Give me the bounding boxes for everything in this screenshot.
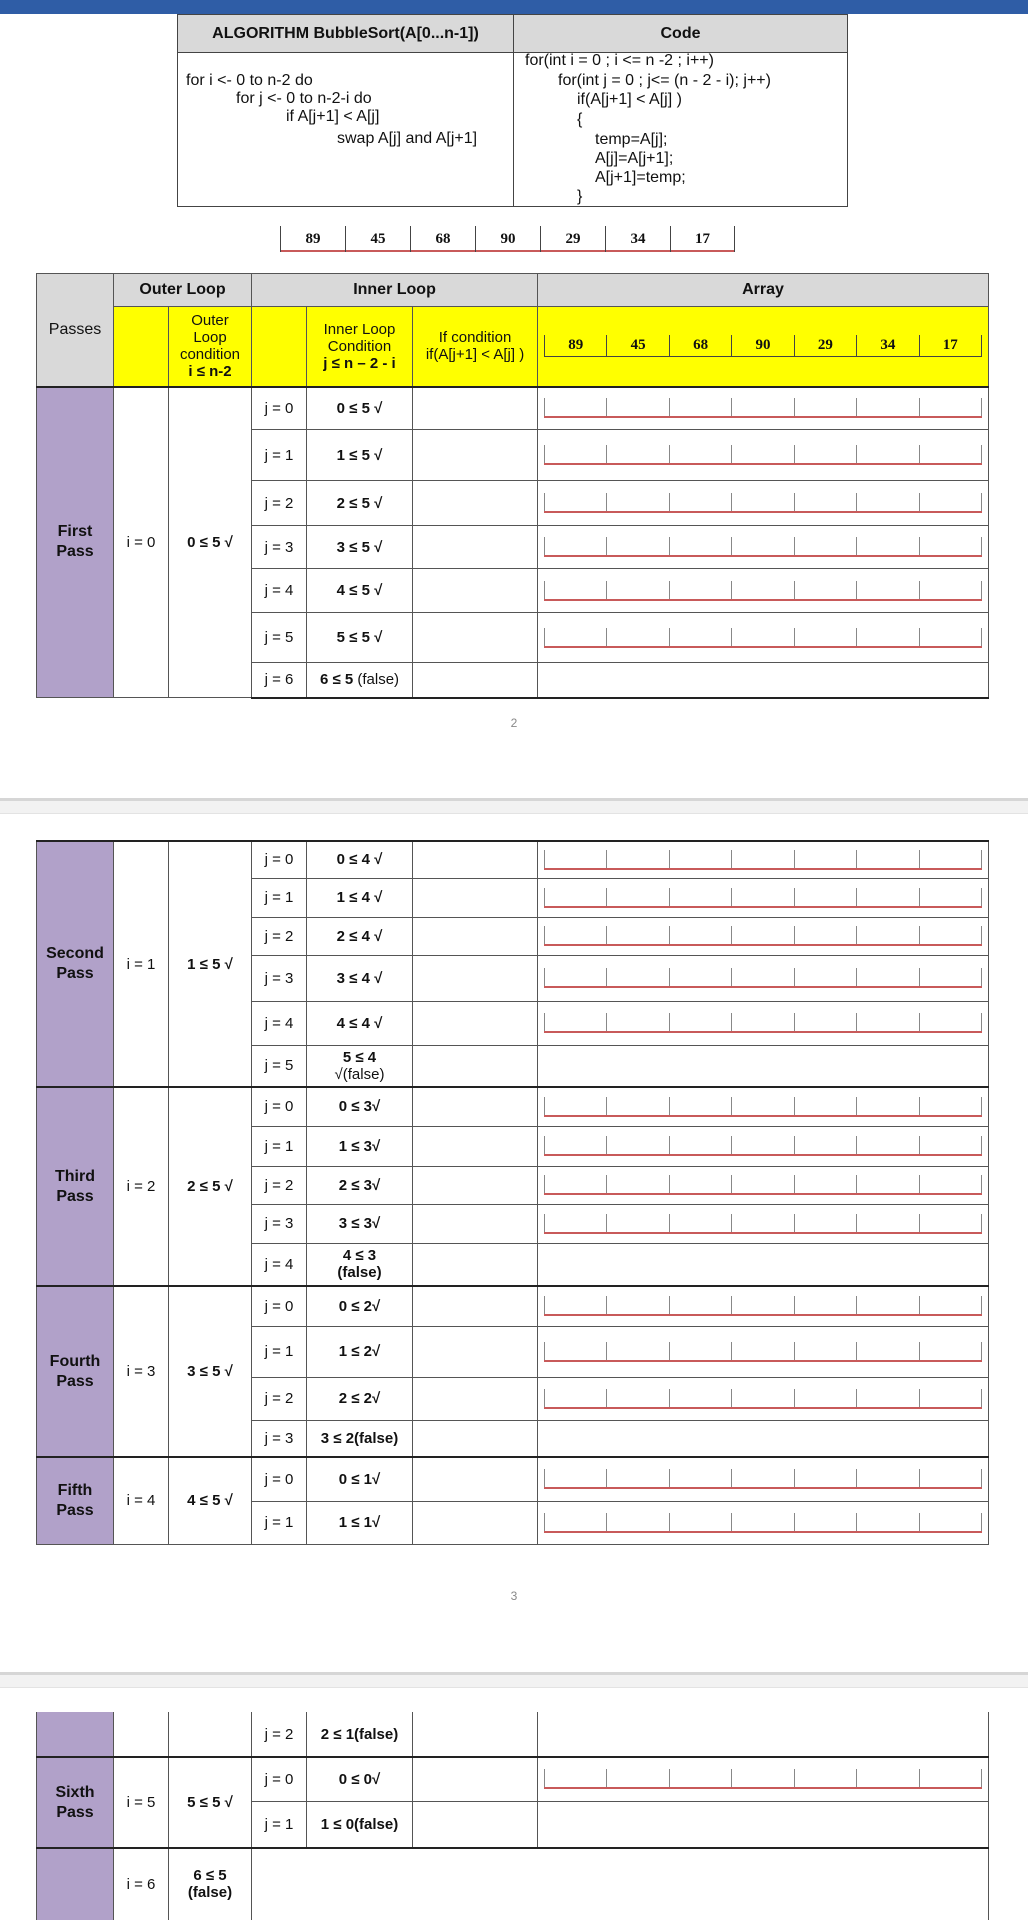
inner-condition-value: 3 ≤ 4 √ xyxy=(307,955,413,1001)
j-value: j = 4 xyxy=(252,1001,307,1045)
array-cell xyxy=(538,1126,989,1166)
array-cell xyxy=(538,430,989,481)
pass-label-line: Third xyxy=(55,1167,95,1185)
if-condition-header xyxy=(413,307,538,387)
outer-condition-header xyxy=(169,307,252,387)
inner-condition-formula: j ≤ n – 2 - i xyxy=(323,354,396,372)
header-array-cell: 89 xyxy=(544,335,606,356)
if-condition-cell xyxy=(413,481,538,526)
inner-condition-value: 0 ≤ 5 √ xyxy=(307,387,413,430)
empty-cell xyxy=(114,1712,169,1757)
pass-label-line: Pass xyxy=(56,1187,94,1205)
table-row xyxy=(37,1457,989,1501)
pass-label-line: Second xyxy=(46,945,104,962)
header-array-cell: 17 xyxy=(919,335,982,356)
array-cell xyxy=(538,526,989,569)
j-value: j = 3 xyxy=(252,1204,307,1243)
array-cell xyxy=(538,878,989,917)
empty-array-row xyxy=(544,581,982,601)
array-values-header xyxy=(538,307,989,387)
array-cell xyxy=(538,1420,989,1457)
empty-array-row xyxy=(544,1214,982,1234)
inner-j-header xyxy=(252,307,307,387)
inner-condition-value: 1 ≤ 0(false) xyxy=(307,1801,413,1848)
if-condition-cell xyxy=(413,917,538,955)
header-array-cell: 68 xyxy=(669,335,731,356)
cond-sub: (false) xyxy=(187,1884,233,1902)
if-condition-cell xyxy=(413,1045,538,1087)
array-cell xyxy=(538,955,989,1001)
array-cell xyxy=(538,1457,989,1501)
inner-condition-value: 3 ≤ 2(false) xyxy=(307,1420,413,1457)
algo-line-3: if A[j+1] < A[j] xyxy=(286,108,380,125)
if-condition-cell xyxy=(413,1420,538,1457)
j-value: j = 3 xyxy=(252,1420,307,1457)
outer-condition-label: Loop xyxy=(193,329,227,347)
empty-array-row xyxy=(544,926,982,946)
pass-label-line: Pass xyxy=(56,965,94,982)
third-pass-outer-condition: 2 ≤ 5 √ xyxy=(169,1087,252,1286)
trace-table-page2 xyxy=(36,840,989,1545)
array-cell xyxy=(538,1377,989,1420)
if-condition-cell xyxy=(413,1204,538,1243)
j-value: j = 1 xyxy=(252,430,307,481)
table-row xyxy=(37,841,989,878)
inner-condition-value: 2 ≤ 5 √ xyxy=(307,481,413,526)
array-cell xyxy=(538,1204,989,1243)
fifth-pass-continued xyxy=(37,1712,114,1757)
j-value: j = 0 xyxy=(252,1457,307,1501)
empty-array-row xyxy=(544,850,982,870)
array-cell xyxy=(538,1001,989,1045)
inner-condition-value xyxy=(307,663,413,698)
inner-condition-value: 2 ≤ 2√ xyxy=(307,1377,413,1420)
empty-array-row xyxy=(544,1296,982,1316)
fourth-pass-label xyxy=(37,1286,114,1457)
empty-cell xyxy=(169,1712,252,1757)
code-line-7: A[j+1]=temp; xyxy=(595,169,686,186)
inner-condition-label: Inner Loop xyxy=(323,320,396,338)
sample-array-cell: 34 xyxy=(605,226,670,252)
algorithm-code-box xyxy=(177,14,848,207)
pass-label-line: Pass xyxy=(56,1803,94,1821)
pass-label-line: Fifth xyxy=(57,1481,93,1499)
page-separator xyxy=(0,798,1028,814)
empty-array-row xyxy=(544,628,982,648)
algo-line-4: swap A[j] and A[j+1] xyxy=(337,130,478,147)
table-row xyxy=(37,1757,989,1801)
algorithm-header-text: ALGORITHM BubbleSort(A[0...n-1]) xyxy=(212,24,479,42)
empty-array-row xyxy=(544,537,982,557)
array-cell xyxy=(538,663,989,698)
sixth-pass-i: i = 5 xyxy=(114,1757,169,1848)
outer-i-header xyxy=(114,307,169,387)
second-pass-i: i = 1 xyxy=(114,841,169,1087)
page-separator xyxy=(0,1672,1028,1688)
final-i: i = 6 xyxy=(114,1848,169,1920)
outer-condition-formula: i ≤ n-2 xyxy=(188,363,232,381)
empty-array-row xyxy=(544,888,982,908)
empty-array-row xyxy=(544,1136,982,1156)
if-condition-cell xyxy=(413,387,538,430)
fifth-pass-outer-condition: 4 ≤ 5 √ xyxy=(169,1457,252,1544)
empty-array-row xyxy=(544,1513,982,1533)
j-value: j = 3 xyxy=(252,955,307,1001)
empty-cell xyxy=(252,1848,989,1920)
page-number: 3 xyxy=(510,1589,518,1603)
if-condition-label: If condition xyxy=(438,329,512,347)
fourth-pass-i: i = 3 xyxy=(114,1286,169,1457)
array-cell xyxy=(538,387,989,430)
empty-array-row xyxy=(544,1097,982,1117)
pass-label-line: Pass xyxy=(56,1372,94,1390)
array-cell xyxy=(538,1326,989,1377)
sample-array-cell: 89 xyxy=(280,226,345,252)
inner-condition-value: 4 ≤ 4 √ xyxy=(307,1001,413,1045)
code-line-3: if(A[j+1] < A[j] ) xyxy=(577,91,682,108)
sample-array-cell: 29 xyxy=(540,226,605,252)
inner-condition-value: 2 ≤ 1(false) xyxy=(307,1712,413,1757)
if-condition-cell xyxy=(413,430,538,481)
cond-main: 6 ≤ 5 xyxy=(193,1867,227,1885)
j-value: j = 2 xyxy=(252,481,307,526)
final-outer-condition xyxy=(169,1848,252,1920)
empty-array-row xyxy=(544,398,982,418)
empty-array-row xyxy=(544,1769,982,1789)
table-row xyxy=(37,1712,989,1757)
inner-condition-value: 1 ≤ 3√ xyxy=(307,1126,413,1166)
pass-label-line: Sixth xyxy=(55,1783,95,1801)
array-cell xyxy=(538,841,989,878)
code-line-8: } xyxy=(577,188,583,205)
if-condition-cell xyxy=(413,1001,538,1045)
j-value: j = 1 xyxy=(252,878,307,917)
inner-condition-value: 0 ≤ 1√ xyxy=(307,1457,413,1501)
sample-array-cell: 68 xyxy=(410,226,475,252)
cond-main: 5 ≤ 4 xyxy=(342,1048,377,1066)
j-value: j = 1 xyxy=(252,1801,307,1848)
array-cell xyxy=(538,1712,989,1757)
j-value: j = 2 xyxy=(252,917,307,955)
header-array-cell: 29 xyxy=(794,335,856,356)
outer-condition-label: Outer xyxy=(191,312,229,330)
j-value: j = 0 xyxy=(252,1757,307,1801)
array-cell xyxy=(538,1286,989,1326)
second-pass-label xyxy=(37,841,114,1087)
inner-condition-value: 4 ≤ 5 √ xyxy=(307,569,413,613)
third-pass-label xyxy=(37,1087,114,1286)
sixth-pass-label xyxy=(37,1757,114,1848)
if-condition-cell xyxy=(413,1286,538,1326)
empty-array-row xyxy=(544,1469,982,1489)
pass-label-line: Pass xyxy=(56,543,94,561)
sample-array-cell: 17 xyxy=(670,226,735,252)
table-row xyxy=(37,1286,989,1326)
if-condition-cell xyxy=(413,1712,538,1757)
empty-array-row xyxy=(544,1175,982,1195)
empty-array-row xyxy=(544,1342,982,1362)
table-row xyxy=(37,1848,989,1920)
sample-array-cell: 45 xyxy=(345,226,410,252)
outer-loop-header: Outer Loop xyxy=(114,274,252,307)
third-pass-i: i = 2 xyxy=(114,1087,169,1286)
j-value: j = 0 xyxy=(252,841,307,878)
fourth-pass-outer-condition: 3 ≤ 5 √ xyxy=(169,1286,252,1457)
array-cell xyxy=(538,481,989,526)
array-cell xyxy=(538,1087,989,1126)
inner-condition-value: 1 ≤ 4 √ xyxy=(307,878,413,917)
inner-condition-value: 1 ≤ 5 √ xyxy=(307,430,413,481)
inner-condition-value: 1 ≤ 1√ xyxy=(307,1501,413,1544)
inner-condition-value: 3 ≤ 3√ xyxy=(307,1204,413,1243)
if-condition-cell xyxy=(413,955,538,1001)
header-array xyxy=(544,335,982,357)
j-value: j = 5 xyxy=(252,613,307,663)
if-condition-cell xyxy=(413,1501,538,1544)
array-cell xyxy=(538,613,989,663)
passes-header: Passes xyxy=(37,274,114,387)
array-cell xyxy=(538,1501,989,1544)
inner-condition-value: 0 ≤ 2√ xyxy=(307,1286,413,1326)
code-line-4: { xyxy=(577,111,583,128)
array-cell xyxy=(538,569,989,613)
algorithm-header xyxy=(178,15,513,53)
trace-table-page3 xyxy=(36,1712,989,1920)
if-condition-cell xyxy=(413,1801,538,1848)
if-condition-cell xyxy=(413,663,538,698)
inner-condition-value xyxy=(307,1045,413,1087)
empty-array-row xyxy=(544,968,982,988)
if-condition-cell xyxy=(413,1757,538,1801)
j-value: j = 4 xyxy=(252,569,307,613)
j-value: j = 6 xyxy=(252,663,307,698)
array-cell xyxy=(538,1801,989,1848)
j-value: j = 0 xyxy=(252,1286,307,1326)
cond-sub: √(false) xyxy=(334,1065,385,1083)
j-value: j = 0 xyxy=(252,1087,307,1126)
empty-array-row xyxy=(544,493,982,513)
j-value: j = 0 xyxy=(252,387,307,430)
code-line-1: for(int i = 0 ; i <= n -2 ; i++) xyxy=(525,52,714,69)
inner-loop-header: Inner Loop xyxy=(252,274,538,307)
window-top-bar xyxy=(0,0,1028,14)
inner-condition-header xyxy=(307,307,413,387)
if-condition-cell xyxy=(413,1087,538,1126)
j-value: j = 2 xyxy=(252,1377,307,1420)
header-array-cell: 90 xyxy=(731,335,793,356)
code-line-5: temp=A[j]; xyxy=(595,131,668,148)
sample-array-cell: 90 xyxy=(475,226,540,252)
table-row xyxy=(37,1087,989,1126)
table-row xyxy=(37,387,989,430)
j-value: j = 1 xyxy=(252,1126,307,1166)
header-array-cell: 45 xyxy=(606,335,668,356)
sample-array xyxy=(280,226,735,252)
array-cell xyxy=(538,1757,989,1801)
algo-line-2: for j <- 0 to n-2-i do xyxy=(236,90,372,107)
first-pass-i: i = 0 xyxy=(114,387,169,698)
j-value: j = 1 xyxy=(252,1326,307,1377)
code-line-6: A[j]=A[j+1]; xyxy=(595,150,674,167)
pass-label-line: First xyxy=(57,523,93,541)
page-number: 2 xyxy=(510,716,518,730)
array-cell xyxy=(538,1045,989,1087)
sixth-pass-outer-condition: 5 ≤ 5 √ xyxy=(169,1757,252,1848)
if-condition-cell xyxy=(413,841,538,878)
array-cell xyxy=(538,1166,989,1204)
outer-condition-label: condition xyxy=(179,346,241,364)
empty-array-row xyxy=(544,1389,982,1409)
fifth-pass-i: i = 4 xyxy=(114,1457,169,1544)
inner-condition-value: 0 ≤ 4 √ xyxy=(307,841,413,878)
inner-condition-value xyxy=(307,1243,413,1286)
array-cell xyxy=(538,917,989,955)
inner-condition-value: 2 ≤ 3√ xyxy=(307,1166,413,1204)
if-condition-cell xyxy=(413,1126,538,1166)
inner-condition-label: Condition xyxy=(327,337,392,355)
algo-line-1: for i <- 0 to n-2 do xyxy=(186,72,313,89)
code-header xyxy=(514,15,847,53)
array-header: Array xyxy=(538,274,989,307)
if-condition-cell xyxy=(413,878,538,917)
inner-condition-value: 3 ≤ 5 √ xyxy=(307,526,413,569)
code-header-text: Code xyxy=(660,24,701,42)
pass-label-line: Fourth xyxy=(49,1352,101,1370)
cond-main: 4 ≤ 3 xyxy=(342,1247,377,1265)
cond-sub: (false) xyxy=(357,671,400,689)
array-cell xyxy=(538,1243,989,1286)
j-value: j = 3 xyxy=(252,526,307,569)
j-value: j = 1 xyxy=(252,1501,307,1544)
if-condition-cell xyxy=(413,526,538,569)
first-pass-outer-condition: 0 ≤ 5 √ xyxy=(169,387,252,698)
inner-condition-value: 2 ≤ 4 √ xyxy=(307,917,413,955)
j-value: j = 4 xyxy=(252,1243,307,1286)
if-condition-cell xyxy=(413,1326,538,1377)
inner-condition-value: 1 ≤ 2√ xyxy=(307,1326,413,1377)
if-condition-cell xyxy=(413,1243,538,1286)
j-value: j = 2 xyxy=(252,1166,307,1204)
cond-main: 6 ≤ 5 xyxy=(319,671,354,689)
j-value: j = 2 xyxy=(252,1712,307,1757)
if-condition-cell xyxy=(413,569,538,613)
header-array-cell: 34 xyxy=(856,335,918,356)
second-pass-outer-condition: 1 ≤ 5 √ xyxy=(169,841,252,1087)
j-value: j = 5 xyxy=(252,1045,307,1087)
trace-table-page1 xyxy=(36,273,989,699)
if-condition-cell xyxy=(413,1377,538,1420)
inner-condition-value: 5 ≤ 5 √ xyxy=(307,613,413,663)
if-condition-cell xyxy=(413,1457,538,1501)
if-condition-formula: if(A[j+1] < A[j] ) xyxy=(425,346,525,364)
empty-array-row xyxy=(544,1013,982,1033)
inner-condition-value: 0 ≤ 3√ xyxy=(307,1087,413,1126)
if-condition-cell xyxy=(413,1166,538,1204)
fifth-pass-label xyxy=(37,1457,114,1544)
inner-condition-value: 0 ≤ 0√ xyxy=(307,1757,413,1801)
if-condition-cell xyxy=(413,613,538,663)
cond-sub: (false) xyxy=(337,1264,382,1282)
empty-array-row xyxy=(544,445,982,465)
final-pass-cell xyxy=(37,1848,114,1920)
pass-label-line: Pass xyxy=(56,1501,94,1519)
code-line-2: for(int j = 0 ; j<= (n - 2 - i); j++) xyxy=(558,72,771,89)
first-pass-label xyxy=(37,387,114,698)
